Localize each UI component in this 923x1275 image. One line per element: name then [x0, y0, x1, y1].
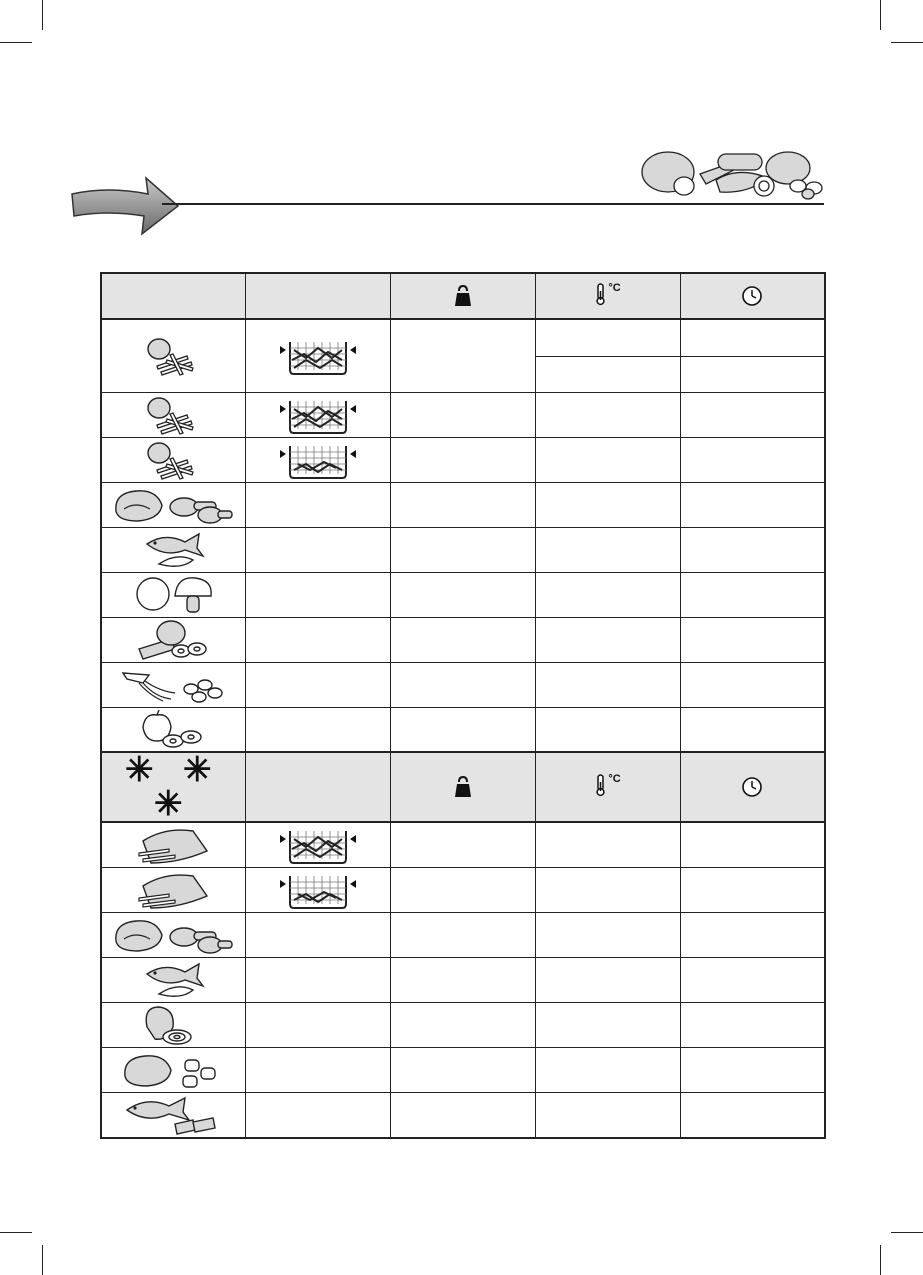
crop-mark: [880, 0, 881, 30]
onion-rings-icon: [102, 1003, 245, 1047]
temperature-header-cell: [535, 273, 680, 319]
table-row: [101, 572, 825, 617]
time-cell: [680, 1003, 825, 1048]
crop-mark: [891, 1232, 923, 1233]
food-cell: [101, 707, 245, 752]
food-cell: [101, 1048, 245, 1093]
table-row: [101, 527, 825, 572]
table-row: [101, 707, 825, 752]
food-cell: [101, 392, 245, 437]
basket-cell: [245, 822, 390, 868]
weight-cell: [390, 617, 535, 662]
weight-cell: [390, 868, 535, 913]
table-row: [101, 1003, 825, 1048]
weight-cell: [390, 707, 535, 752]
table-row: [101, 392, 825, 437]
temperature-cell: [535, 868, 680, 913]
time-cell: [680, 913, 825, 958]
time-cell: [680, 822, 825, 868]
basket-cell: [245, 527, 390, 572]
weight-cell: [390, 527, 535, 572]
weight-icon: [391, 776, 535, 798]
table-row: [101, 1093, 825, 1138]
basket-cell: [245, 617, 390, 662]
temperature-cell: [535, 482, 680, 527]
time-header-cell: [680, 752, 825, 822]
clock-icon: [681, 776, 825, 798]
frozen-header-row: [101, 752, 825, 822]
crop-mark: [880, 1245, 881, 1275]
table-row: [101, 662, 825, 707]
chicken-nuggets-icon: [102, 1050, 245, 1090]
time-cell: [680, 527, 825, 572]
basket-cell: [245, 319, 390, 392]
food-cell: [101, 822, 245, 868]
time-cell: [680, 662, 825, 707]
time-cell: [680, 319, 825, 356]
crop-mark: [0, 1232, 32, 1233]
food-cell: [101, 437, 245, 482]
basket-half-icon: [246, 870, 390, 910]
temperature-cell: [535, 572, 680, 617]
basket-cell: [245, 392, 390, 437]
apple-fritters-icon: [102, 709, 245, 749]
weight-cell: [390, 913, 535, 958]
table-row: [101, 958, 825, 1003]
weight-cell: [390, 482, 535, 527]
time-cell: [680, 868, 825, 913]
table-row: [101, 319, 825, 356]
temperature-header-cell: [535, 752, 680, 822]
crop-mark: [891, 42, 923, 43]
weight-header-cell: [390, 752, 535, 822]
time-cell: [680, 617, 825, 662]
temperature-cell: [535, 662, 680, 707]
food-cell: [101, 572, 245, 617]
time-header-cell: [680, 273, 825, 319]
table-row: [101, 913, 825, 958]
food-header-cell: [101, 273, 245, 319]
arrow-right-icon: [68, 172, 180, 238]
temperature-cell: [535, 527, 680, 572]
basket-cell: [245, 1048, 390, 1093]
food-cell: [101, 1003, 245, 1048]
cooking-chart-table: [100, 272, 826, 1139]
fresh-header-row: [101, 273, 825, 319]
food-cell: [101, 958, 245, 1003]
food-cell: [101, 1093, 245, 1138]
potato-fries-icon: [102, 393, 245, 437]
crop-mark: [42, 1245, 43, 1275]
mushrooms-icon: [102, 574, 245, 616]
temperature-cell: [535, 1048, 680, 1093]
weight-cell: [390, 662, 535, 707]
temperature-cell: [535, 958, 680, 1003]
header-rule: [162, 203, 824, 205]
table-row: [101, 482, 825, 527]
temperature-cell: [535, 437, 680, 482]
basket-cell: [245, 913, 390, 958]
frozen-fries-bag-icon: [102, 868, 245, 912]
table-row: [101, 1048, 825, 1093]
frozen-symbol: ✳ ✳ ✳: [125, 751, 222, 823]
crop-mark: [0, 42, 32, 43]
weight-cell: [390, 1048, 535, 1093]
temperature-cell: [535, 356, 680, 392]
chicken-drumsticks-icon: [102, 915, 245, 955]
table-row: [101, 437, 825, 482]
time-cell: [680, 482, 825, 527]
chicken-drumsticks-icon: [102, 485, 245, 525]
basket-header-cell: [245, 752, 390, 822]
temperature-cell: [535, 392, 680, 437]
weight-icon: [391, 285, 535, 307]
food-cell: [101, 617, 245, 662]
weight-cell: [390, 958, 535, 1003]
food-cell: [101, 482, 245, 527]
food-cell: [101, 662, 245, 707]
temperature-unit: °C: [608, 772, 621, 785]
time-cell: [680, 392, 825, 437]
table-row: [101, 822, 825, 868]
weight-cell: [390, 1093, 535, 1138]
weight-cell: [390, 1003, 535, 1048]
time-cell: [680, 572, 825, 617]
basket-cell: [245, 1093, 390, 1138]
basket-full-icon: [246, 336, 390, 376]
clock-icon: [681, 285, 825, 307]
basket-header-cell: [245, 273, 390, 319]
basket-half-icon: [246, 440, 390, 480]
food-cell: [101, 868, 245, 913]
food-cell: [101, 913, 245, 958]
temperature-cell: [535, 319, 680, 356]
time-cell: [680, 958, 825, 1003]
basket-cell: [245, 958, 390, 1003]
temperature-cell: [535, 1003, 680, 1048]
frozen-fries-bag-icon: [102, 823, 245, 867]
weight-header-cell: [390, 273, 535, 319]
time-cell: [680, 707, 825, 752]
basket-full-icon: [246, 395, 390, 435]
basket-full-icon: [246, 825, 390, 865]
basket-cell: [245, 1003, 390, 1048]
vegetable-rings-icon: [102, 619, 245, 661]
temperature-cell: [535, 707, 680, 752]
food-cell: [101, 319, 245, 392]
time-cell: [680, 1048, 825, 1093]
food-montage-icon: [638, 144, 828, 202]
thermometer-icon: [594, 282, 620, 306]
squid-rings-icon: [102, 667, 245, 703]
fish-fillet-icon: [102, 960, 245, 1000]
potato-fries-icon: [102, 438, 245, 482]
weight-cell: [390, 572, 535, 617]
basket-cell: [245, 437, 390, 482]
table-row: [101, 868, 825, 913]
thermometer-icon: [594, 773, 620, 797]
basket-cell: [245, 482, 390, 527]
potato-fries-icon: [102, 334, 245, 378]
fish-fillet-icon: [102, 530, 245, 570]
weight-cell: [390, 822, 535, 868]
food-cell: [101, 527, 245, 572]
weight-cell: [390, 319, 535, 392]
time-cell: [680, 1093, 825, 1138]
weight-cell: [390, 437, 535, 482]
time-cell: [680, 437, 825, 482]
temperature-cell: [535, 913, 680, 958]
temperature-cell: [535, 822, 680, 868]
crop-mark: [42, 0, 43, 30]
basket-cell: [245, 868, 390, 913]
temperature-cell: [535, 1093, 680, 1138]
temperature-cell: [535, 617, 680, 662]
table-row: [101, 617, 825, 662]
basket-cell: [245, 662, 390, 707]
fish-fingers-icon: [102, 1094, 245, 1136]
basket-cell: [245, 707, 390, 752]
time-cell: [680, 356, 825, 392]
food-header-cell: [101, 752, 245, 822]
weight-cell: [390, 392, 535, 437]
temperature-unit: °C: [608, 281, 621, 294]
basket-cell: [245, 572, 390, 617]
